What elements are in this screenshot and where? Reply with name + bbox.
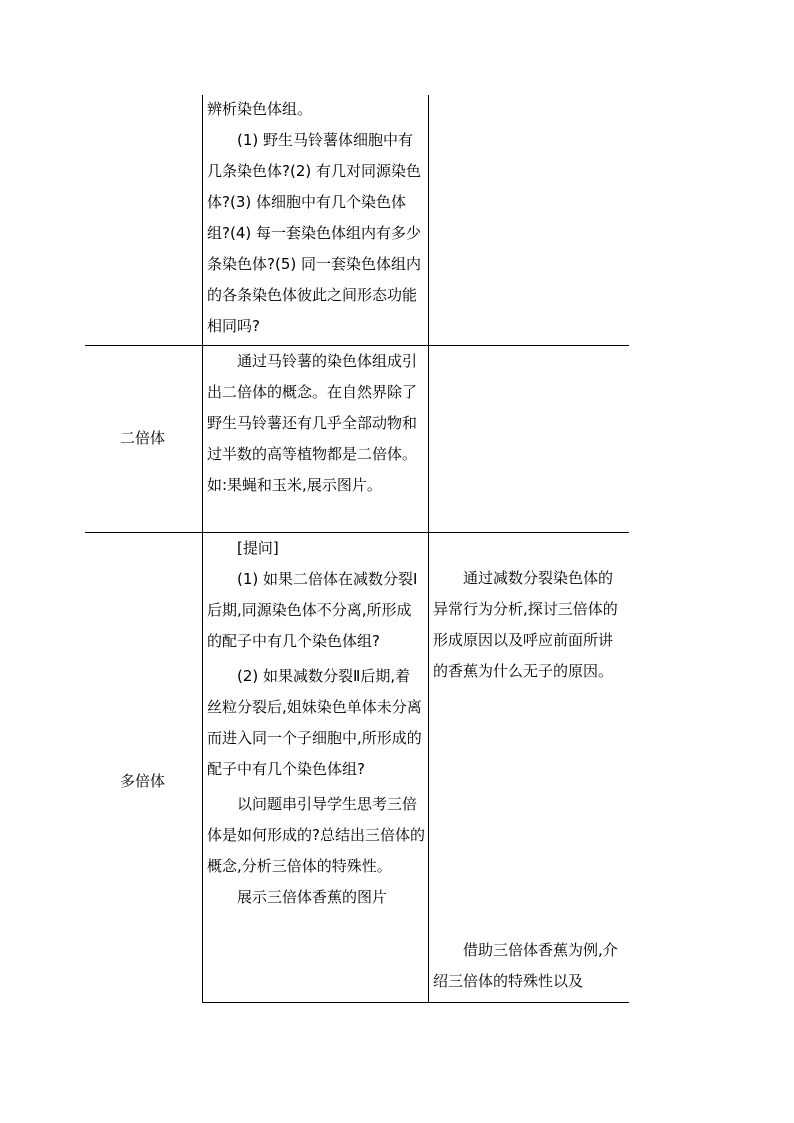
table-divider-left bbox=[202, 95, 203, 1003]
row3-right-cell-top bbox=[433, 563, 625, 687]
row-label-diploid: 二倍体 bbox=[120, 429, 166, 447]
table-divider-middle bbox=[428, 95, 429, 1003]
row1-questions-text: (1) 野生马铃薯体细胞中有几条染色体?(2) 有几对同源染色体?(3) 体细胞中有几个染色体组?(4) 每一套染色体组内有多少条染色体?(5) 同一套染色体组内的各条染色体彼此之间形态功能相同吗? bbox=[207, 131, 421, 335]
row3-right-cell-bottom bbox=[433, 935, 625, 997]
row2-middle-cell bbox=[207, 346, 425, 501]
row1-intro-text: 辨析染色体组。 bbox=[207, 100, 313, 118]
row-label-polyploid: 多倍体 bbox=[120, 772, 166, 790]
row3-design-intent-2: 借助三倍体香蕉为例,介绍三倍体的特殊性以及 bbox=[433, 941, 618, 990]
row3-question-heading: [提问] bbox=[237, 539, 279, 557]
row3-design-intent-1: 通过减数分裂染色体的异常行为分析,探讨三倍体的形成原因以及呼应前面所讲的香蕉为什么无子的原因。 bbox=[433, 569, 618, 680]
row2-diploid-text: 通过马铃薯的染色体组成引出二倍体的概念。在自然界除了野生马铃薯还有几乎全部动物和过半数的高等植物都是二倍体。如:果蝇和玉米,展示图片。 bbox=[207, 352, 418, 494]
row3-show-image-text: 展示三倍体香蕉的图片 bbox=[237, 888, 388, 906]
row3-middle-cell bbox=[207, 533, 425, 913]
row3-question-2: (2) 如果减数分裂Ⅱ后期,着丝粒分裂后,姐妹染色单体未分离而进入同一个子细胞中,所形成的配子中有几个染色体组? bbox=[207, 667, 422, 778]
table-bottom-border bbox=[202, 1002, 629, 1003]
row3-summary-text: 以问题串引导学生思考三倍体是如何形成的?总结出三倍体的概念,分析三倍体的特殊性。 bbox=[207, 795, 425, 875]
row3-question-1: (1) 如果二倍体在减数分裂Ⅰ后期,同源染色体不分离,所形成的配子中有几个染色体组? bbox=[207, 570, 418, 650]
row1-middle-cell bbox=[207, 94, 425, 342]
